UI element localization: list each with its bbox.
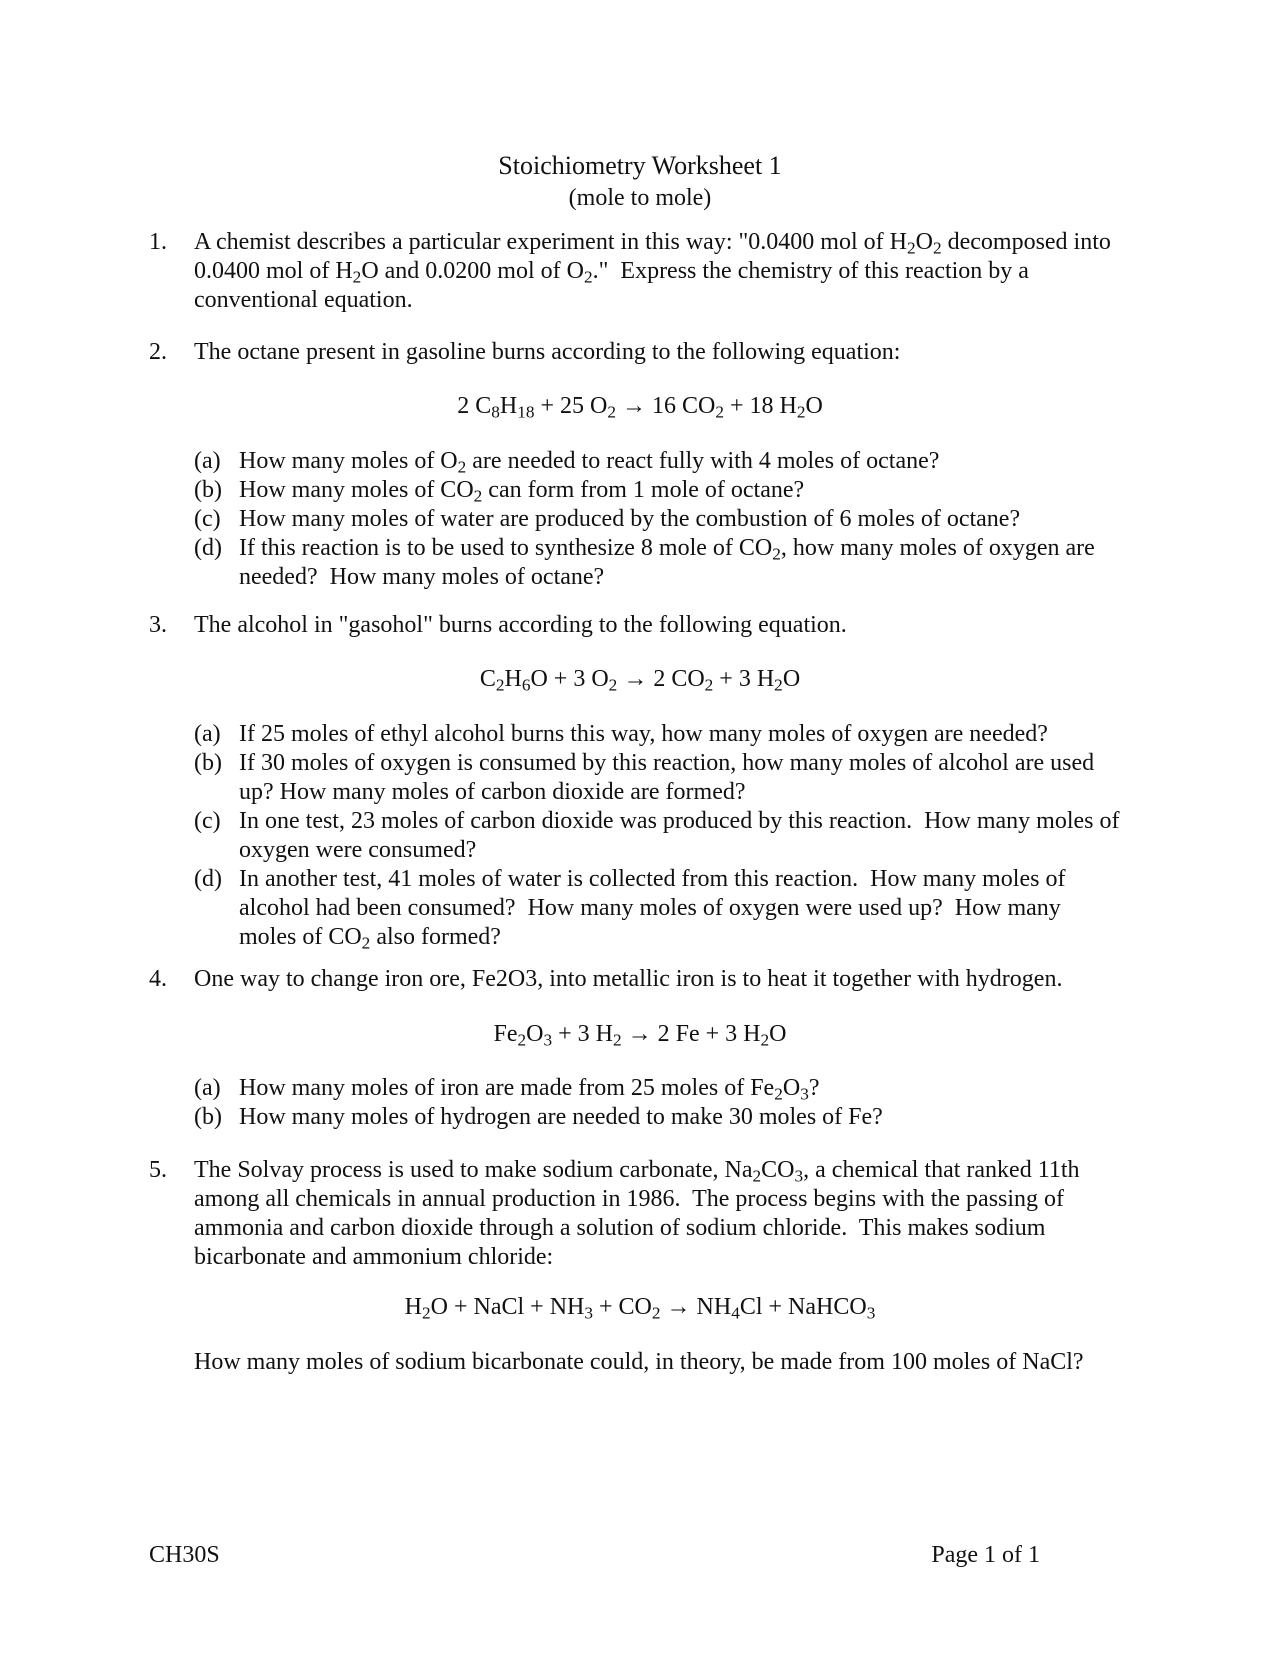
sub-question-label: (b) [194, 1104, 222, 1130]
sub-question [194, 447, 1124, 476]
sub-question-text: In another test, 41 moles of water is collected from this reaction. How many moles of alcohol had been consumed? How many moles of oxygen were used up? How many moles of $CO_2$ also formed? [239, 866, 1066, 953]
question-2 [149, 338, 1129, 367]
equation-alcohol: $C_2H_6O + 3$ $O_2 \to 2$ $CO_2 + 3$ $H_2O$ [479, 666, 801, 695]
page-subtitle: (mole to mole) [568, 185, 712, 211]
sub-question [194, 534, 1124, 592]
question-text: How many moles of sodium bicarbonate could, in theory, be made from 100 moles of NaCl? [194, 1349, 1084, 1375]
question-1 [149, 228, 1129, 315]
sub-question-label: (d) [194, 866, 222, 892]
sub-question [194, 1103, 1124, 1132]
question-4 [149, 965, 1129, 994]
equation-solvay: $H_2O$ + NaCl + $NH_3 + CO_2 \to NH_4Cl$ + NaHCO$_3$ [404, 1294, 876, 1323]
page-title: Stoichiometry Worksheet 1 [498, 151, 782, 180]
question-number: 1. [149, 229, 167, 255]
question-text: One way to change iron ore, Fe2O3, into metallic iron is to heat it together with hydrogen. [194, 966, 1063, 992]
footer-page-number: Page 1 of 1 [931, 1542, 1040, 1568]
sub-question [194, 505, 1124, 534]
sub-question [194, 720, 1124, 749]
footer-course-code: CH30S [149, 1542, 220, 1568]
sub-question-label: (a) [194, 448, 221, 474]
sub-question-text: If 30 moles of oxygen is consumed by this reaction, how many moles of alcohol are used up? How many moles of carbon dioxide are formed? [239, 750, 1095, 805]
sub-question-label: (b) [194, 477, 222, 503]
sub-question-text: How many moles of iron are made from 25 moles of $Fe_2O_3$? [239, 1075, 820, 1104]
question-3-parts [194, 720, 1124, 952]
sub-question-label: (a) [194, 1075, 221, 1101]
question-number: 5. [149, 1157, 167, 1183]
question-5 [149, 1156, 1129, 1272]
sub-question-label: (b) [194, 750, 222, 776]
sub-question-text: If this reaction is to be used to synthesize 8 mole of $CO_2$, how many moles of oxygen are needed? How many moles of octane? [239, 535, 1095, 590]
sub-question-label: (a) [194, 721, 221, 747]
question-text: A chemist describes a particular experiment in this way: "0.0400 mol of $H_2O_2$ decomposed into 0.0400 mol of $H_2O$ and 0.0200 mol of $O_2$." Express the chemistry of this reaction by a conventional equation. [194, 229, 1111, 313]
question-2-parts [194, 447, 1124, 592]
sub-question-text: How many moles of hydrogen are needed to make 30 moles of Fe? [239, 1104, 883, 1130]
question-text: The octane present in gasoline burns according to the following equation: [194, 339, 901, 365]
sub-question-text: How many moles of water are produced by the combustion of 6 moles of octane? [239, 506, 1021, 532]
sub-question [194, 1074, 1124, 1103]
sub-question-label: (c) [194, 808, 221, 834]
sub-question [194, 865, 1124, 952]
sub-question-label: (c) [194, 506, 221, 532]
question-number: 3. [149, 612, 167, 638]
sub-question-text: In one test, 23 moles of carbon dioxide was produced by this reaction. How many moles of oxygen were consumed? [239, 808, 1120, 863]
sub-question-text: How many moles of $O_2$ are needed to react fully with 4 moles of octane? [239, 448, 940, 477]
sub-question-text: If 25 moles of ethyl alcohol burns this way, how many moles of oxygen are needed? [239, 721, 1048, 747]
question-text: The Solvay process is used to make sodium carbonate, $Na_2CO_3$, a chemical that ranked 11th among all chemicals in annual production in 1986. The process begins with the passing of ammonia and carbon dioxide through a solution of sodium chloride. This makes sodium bicarbonate and ammonium chloride: [194, 1157, 1080, 1270]
equation-iron: $Fe_2O_3 + 3$ $H_2 \to 2$ Fe + 3 $H_2O$ [493, 1021, 787, 1050]
question-3 [149, 611, 1129, 640]
sub-question-text: How many moles of $CO_2$ can form from 1 mole of octane? [239, 477, 805, 506]
question-4-parts [194, 1074, 1124, 1132]
question-text: The alcohol in "gasohol" burns according to the following equation. [194, 612, 847, 638]
question-5-followup [149, 1348, 1129, 1377]
sub-question [194, 749, 1124, 807]
question-number: 2. [149, 339, 167, 365]
sub-question-label: (d) [194, 535, 222, 561]
sub-question [194, 476, 1124, 505]
sub-question [194, 807, 1124, 865]
equation-octane: 2 $C_8H_{18} + 25$ $O_2 \to 16$ $CO_2 + 18$ $H_2O$ [457, 393, 823, 422]
question-number: 4. [149, 966, 167, 992]
